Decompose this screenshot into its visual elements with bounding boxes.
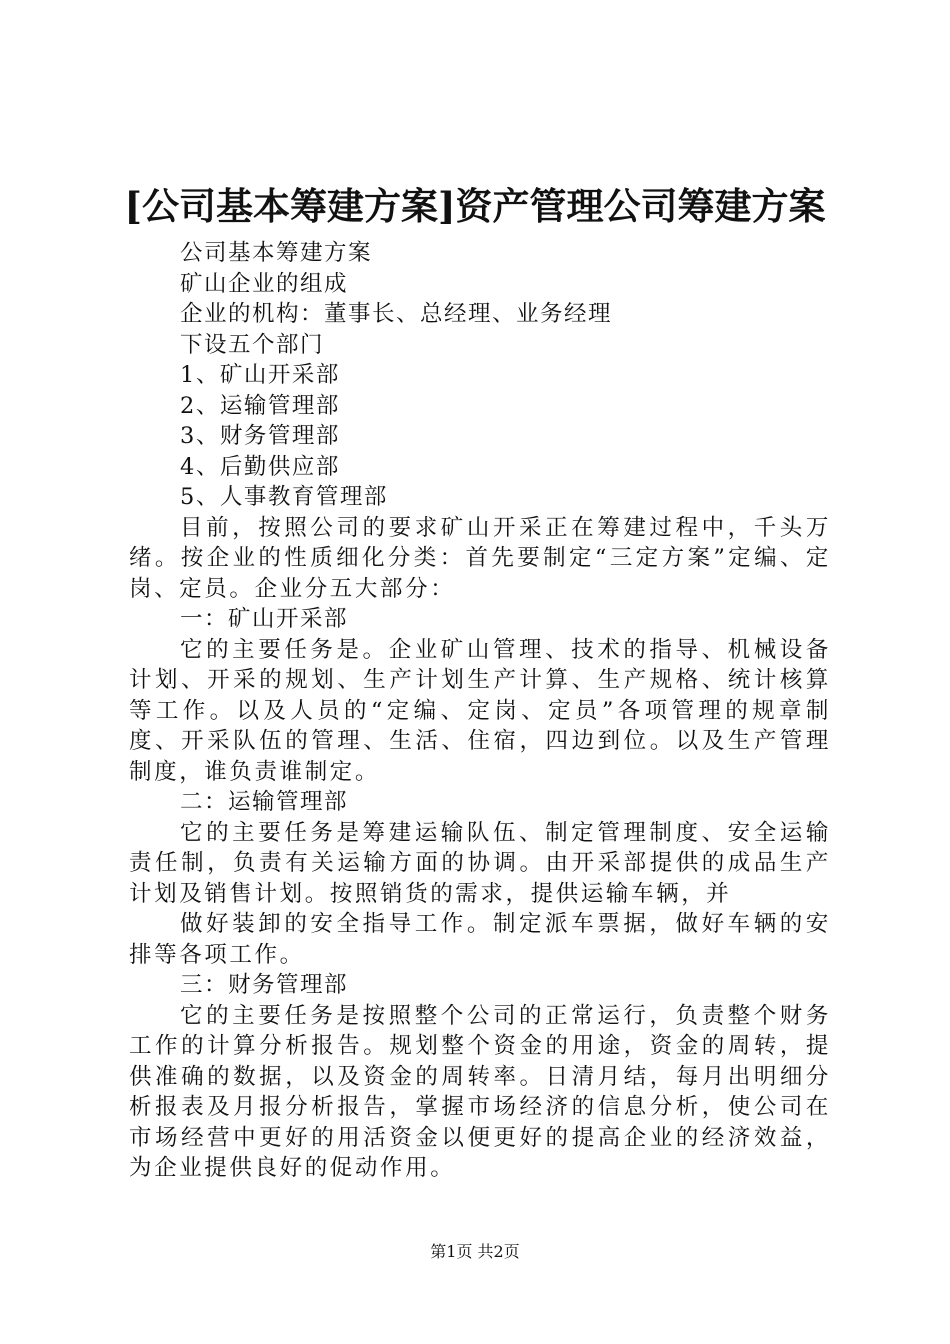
list-item: 2、运输管理部 bbox=[180, 392, 340, 419]
page-footer: 第1页 共2页 bbox=[430, 1242, 520, 1261]
text-line: 企业的机构：董事长、总经理、业务经理 bbox=[180, 301, 613, 327]
text-line: 下设五个部门 bbox=[180, 331, 325, 358]
list-item: 4、后勤供应部 bbox=[180, 453, 340, 480]
section-paragraph: 它的主要任务是。企业矿山管理、技术的指导、机械设备计划、开采的规划、生产计划生产计算、生产规格、统计核算等工作。以及人员的“定编、定岗、定员”各项管理的规章制度、开采队伍的管理、生活、住宿，四边到位。以及生产管理制度，谁负责谁制定。 bbox=[129, 636, 831, 785]
section-heading: 二：运输管理部 bbox=[180, 789, 349, 815]
document-title: [公司基本筹建方案]资产管理公司筹建方案 bbox=[124, 184, 826, 228]
list-item: 5、人事教育管理部 bbox=[180, 484, 388, 510]
intro-paragraph: 目前，按照公司的要求矿山开采正在筹建过程中，千头万绪。按企业的性质细化分类：首先要制定“三定方案”定编、定岗、定员。企业分五大部分： bbox=[129, 514, 831, 602]
section-heading: 三：财务管理部 bbox=[180, 972, 349, 998]
text-line: 公司基本筹建方案 bbox=[180, 240, 373, 266]
section-paragraph: 做好装卸的安全指导工作。制定派车票据，做好车辆的安排等各项工作。 bbox=[129, 911, 831, 968]
list-item: 3、财务管理部 bbox=[180, 423, 340, 449]
text-line: 矿山企业的组成 bbox=[180, 270, 349, 297]
section-paragraph: 它的主要任务是按照整个公司的正常运行，负责整个财务工作的计算分析报告。规划整个资金的用途，资金的周转，提供准确的数据，以及资金的周转率。日清月结，每月出明细分析报表及月报分析报告，掌握市场经济的信息分析，使公司在市场经营中更好的用活资金以便更好的提高企业的经济效益，为企业提供良好的促动作用。 bbox=[129, 1002, 831, 1181]
document-body bbox=[129, 238, 831, 1184]
section-paragraph: 它的主要任务是筹建运输队伍、制定管理制度、安全运输责任制，负责有关运输方面的协调。由开采部提供的成品生产计划及销售计划。按照销货的需求，提供运输车辆，并 bbox=[129, 819, 831, 907]
list-item: 1、矿山开采部 bbox=[180, 362, 340, 388]
section-heading: 一：矿山开采部 bbox=[180, 606, 349, 632]
